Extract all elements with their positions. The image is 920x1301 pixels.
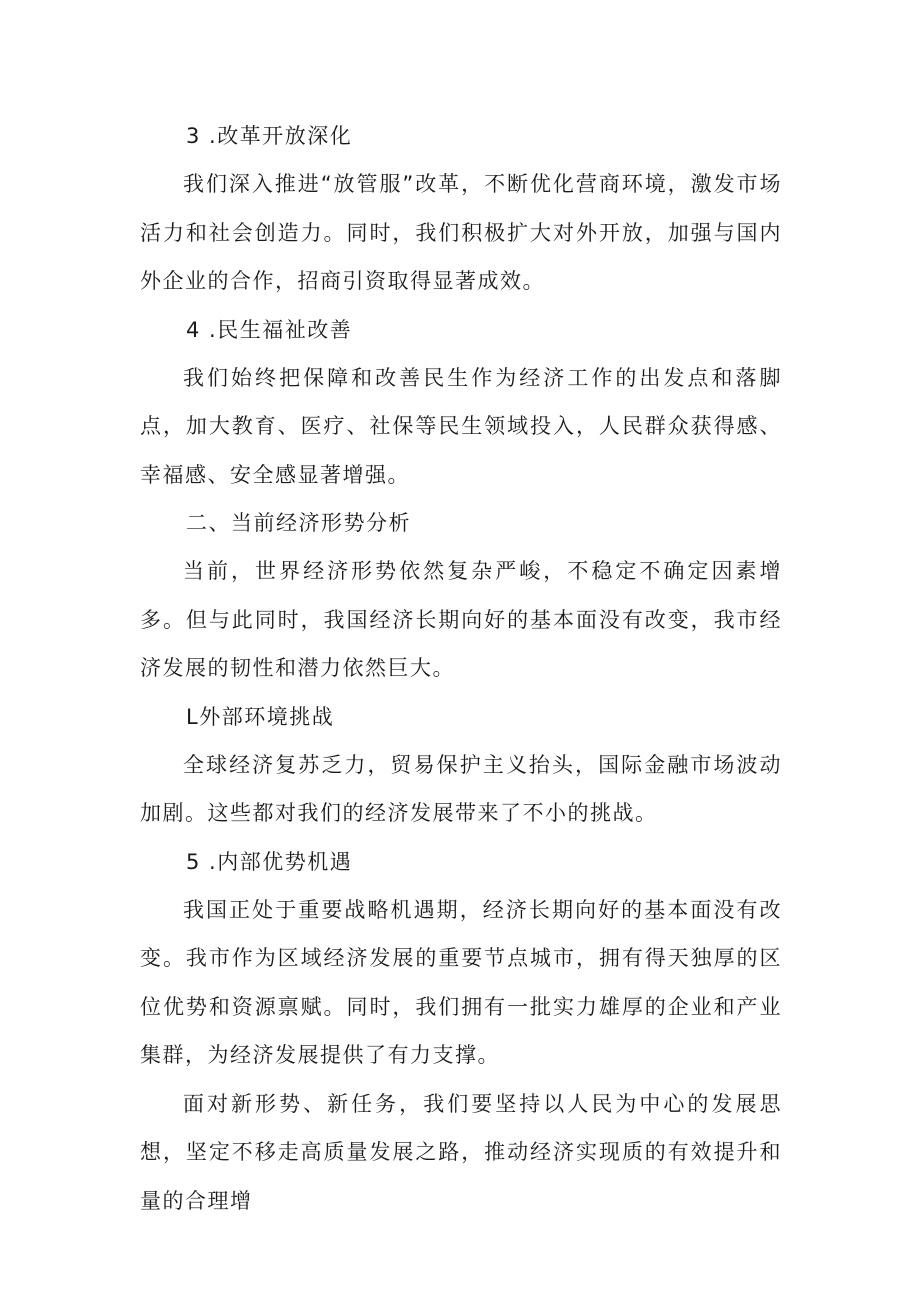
- paragraph-reform-opening: 我们深入推进“放管服”改革，不断优化营商环境，激发市场活力和社会创造力。同时，我们积极扩大对外开放，加强与国内外企业的合作，招商引资取得显著成效。: [140, 172, 782, 293]
- heading-livelihood: 4 .民生福祉改善: [186, 317, 353, 342]
- paragraph-economic-situation: 当前，世界经济形势依然复杂严峻，不稳定不确定因素增多。但与此同时，我国经济长期向好的基本面没有改变，我市经济发展的韧性和潜力依然巨大。: [140, 559, 782, 680]
- heading-internal-advantages: 5 .内部优势机遇: [186, 849, 353, 874]
- heading-economic-situation: 二、当前经济形势分析: [186, 511, 411, 535]
- heading-reform-opening: 3 .改革开放深化: [186, 124, 353, 148]
- paragraph-external-challenges: 全球经济复苏乏力，贸易保护主义抬头，国际金融市场波动加剧。这些都对我们的经济发展带来了不小的挑战。: [140, 752, 782, 825]
- heading-external-challenges: L外部环境挑战: [186, 704, 335, 729]
- document-body: [140, 112, 782, 1225]
- paragraph-internal-advantages: 我国正处于重要战略机遇期，经济长期向好的基本面没有改变。我市作为区域经济发展的重要节点城市，拥有得天独厚的区位优势和资源禀赋。同时，我们拥有一批实力雄厚的企业和产业集群，为经济发展提供了有力支撑。: [140, 897, 782, 1067]
- paragraph-livelihood: 我们始终把保障和改善民生作为经济工作的出发点和落脚点，加大教育、医疗、社保等民生领域投入，人民群众获得感、幸福感、安全感显著增强。: [140, 365, 782, 487]
- paragraph-new-situation: 面对新形势、新任务，我们要坚持以人民为中心的发展思想，坚定不移走高质量发展之路，推动经济实现质的有效提升和量的合理增: [140, 1091, 782, 1213]
